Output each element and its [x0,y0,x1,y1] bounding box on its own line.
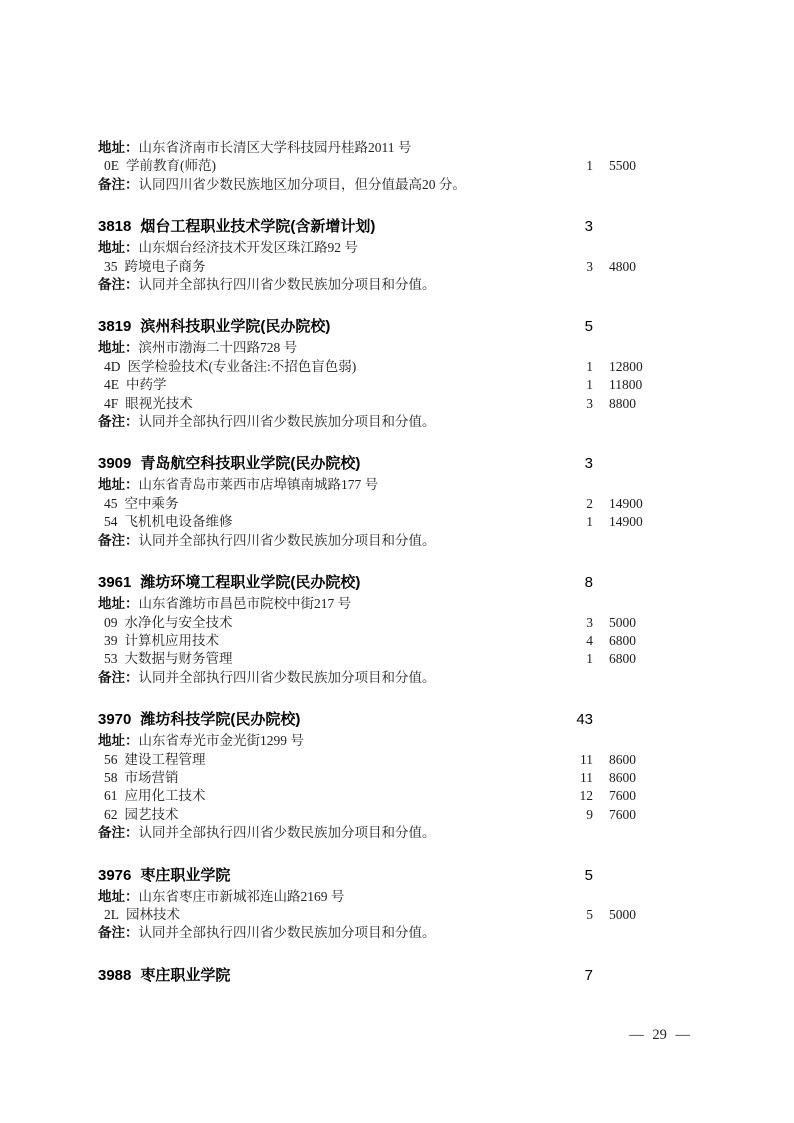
major-code: 0E [104,158,119,174]
major-count: 4 [586,632,593,648]
institution-title [98,316,545,337]
major-name: 跨境电子商务 [124,258,206,274]
institution-name: 潍坊科技学院(民办院校) [140,711,301,729]
major-code: 4D [104,358,121,374]
major-fee: 4800 [609,258,636,274]
institution-total: 5 [584,318,593,336]
major-fee: 12800 [609,358,643,374]
institution-header [98,572,694,593]
major-row [98,358,694,376]
major-row [98,614,694,632]
remark-line [98,669,694,687]
page-number: — 29 — [629,1027,690,1043]
institution-name: 枣庄职业学院 [140,866,231,884]
major-name: 学前教育(师范) [126,158,216,174]
institution-block [98,216,694,294]
remark-label: 备注： [98,925,139,941]
remark-label: 备注： [98,532,139,548]
institution-name: 枣庄职业学院 [140,966,231,984]
major-name: 园林技术 [126,906,180,922]
major-fee: 5000 [609,906,636,922]
address-text: 滨州市渤海二十四路728 号 [138,340,298,356]
major-row [98,751,694,769]
major-code: 39 [104,632,118,648]
institution-title [98,965,545,986]
institution-block [98,709,694,842]
major-row [98,650,694,668]
institution-code: 3970 [98,711,132,729]
institution-title [98,709,545,730]
major-code: 54 [104,514,118,530]
major-fee: 6800 [609,632,636,648]
institution-title [98,453,545,474]
major-count: 1 [586,377,593,393]
major-code: 58 [104,769,118,785]
institution-code: 3909 [98,455,132,473]
major-name-cell [98,395,545,413]
major-name: 飞机机电设备维修 [124,514,233,530]
major-code: 56 [104,751,118,767]
major-fee: 11800 [609,377,643,393]
institution-header [98,709,694,730]
remark-line [98,532,694,550]
remark-label: 备注： [98,669,139,685]
address-text: 山东烟台经济技术开发区珠江路92 号 [138,240,358,256]
institution-code: 3818 [98,218,132,236]
institution-block [98,572,694,687]
major-count: 5 [586,906,593,922]
institution-code: 3976 [98,866,132,884]
major-count: 1 [586,651,593,667]
major-fee: 5500 [609,158,636,174]
address-line [98,595,694,613]
address-label: 地址： [98,140,139,155]
major-fee: 5000 [609,614,636,630]
institution-block [98,316,694,431]
major-name-cell [98,769,545,787]
major-name-cell [98,513,545,531]
institution-block [98,865,694,943]
institution-total: 7 [584,966,593,984]
institution-header [98,316,694,337]
remark-text: 认同并全部执行四川省少数民族加分项目和分值。 [138,532,436,548]
major-count: 2 [586,495,593,511]
address-label: 地址： [98,240,139,256]
major-fee: 14900 [609,495,643,511]
major-count: 3 [586,395,593,411]
major-row [98,395,694,413]
major-name-cell [98,787,545,805]
institution-header [98,453,694,474]
major-fee: 6800 [609,651,636,667]
major-fee: 7600 [609,806,636,822]
remark-line [98,176,694,194]
institution-name: 青岛航空科技职业学院(民办院校) [140,455,361,473]
major-fee: 7600 [609,788,636,804]
major-count: 1 [586,514,593,530]
address-label: 地址： [98,596,139,612]
major-count: 11 [580,769,593,785]
major-row [98,787,694,805]
major-name-cell [98,906,545,924]
address-line [98,888,694,906]
institution-title [98,216,545,237]
major-name: 应用化工技术 [124,788,206,804]
address-text: 山东省寿光市金光街1299 号 [138,733,304,749]
institution-title [98,865,545,886]
remark-line [98,413,694,431]
institution-name: 滨州科技职业学院(民办院校) [140,318,331,336]
major-name-cell [98,376,545,394]
major-count: 11 [580,751,593,767]
remark-text: 认同并全部执行四川省少数民族加分项目和分值。 [138,925,436,941]
major-name-cell [98,632,545,650]
institution-total: 5 [584,866,593,884]
major-row [98,806,694,824]
institution-total: 43 [576,711,593,729]
major-name-cell [98,614,545,632]
major-row [98,376,694,394]
remark-text: 认同并全部执行四川省少数民族加分项目和分值。 [138,825,436,841]
institution-title [98,572,545,593]
address-text: 山东省青岛市莱西市店埠镇南城路177 号 [138,477,379,493]
major-name: 水净化与安全技术 [124,614,233,630]
major-name: 园艺技术 [124,806,179,822]
address-text: 山东省枣庄市新城祁连山路2169 号 [138,888,345,904]
address-line [98,239,694,257]
major-name: 大数据与财务管理 [124,651,233,667]
major-count: 3 [586,614,593,630]
major-row [98,258,694,276]
major-code: 4F [104,395,119,411]
major-code: 2L [104,906,119,922]
institution-code: 3961 [98,574,132,592]
major-fee: 8600 [609,751,636,767]
address-text: 山东省潍坊市昌邑市院校中街217 号 [138,596,352,612]
major-row [98,906,694,924]
institution-name: 潍坊环境工程职业学院(民办院校) [140,574,361,592]
remark-label: 备注： [98,825,139,841]
major-code: 4E [104,377,119,393]
institution-name: 烟台工程职业技术学院(含新增计划) [140,218,376,236]
major-name-cell [98,157,545,175]
remark-line [98,824,694,842]
major-name: 计算机应用技术 [124,632,219,648]
major-count: 9 [586,806,593,822]
address-line [98,339,694,357]
major-count: 1 [586,358,593,374]
address-line [98,476,694,494]
major-name-cell [98,258,545,276]
major-row [98,157,694,175]
major-name: 中药学 [126,377,167,393]
major-code: 09 [104,614,118,630]
institution-header [98,965,694,986]
major-row [98,769,694,787]
major-name: 眼视光技术 [125,395,193,411]
remark-line [98,924,694,942]
remark-text: 认同并全部执行四川省少数民族加分项目和分值。 [138,669,436,685]
institution-header [98,865,694,886]
remark-label: 备注： [98,277,139,293]
address-label: 地址： [98,888,139,904]
major-name: 市场营销 [124,769,179,785]
major-name-cell [98,358,545,376]
major-code: 35 [104,258,118,274]
major-count: 3 [586,258,593,274]
major-row [98,632,694,650]
remark-label: 备注： [98,176,139,192]
address-label: 地址： [98,340,139,356]
major-name-cell [98,495,545,513]
remark-line [98,276,694,294]
admission-plan-list [98,139,694,988]
major-name-cell [98,806,545,824]
address-label: 地址： [98,477,139,493]
major-name: 医学检验技术(专业备注:不招色盲色弱) [127,358,357,374]
major-code: 53 [104,651,118,667]
remark-text: 认同并全部执行四川省少数民族加分项目和分值。 [138,277,436,293]
major-code: 62 [104,806,118,822]
major-code: 61 [104,788,118,804]
remark-text: 认同四川省少数民族地区加分项目，但分值最高20 分。 [138,176,466,192]
address-line [98,732,694,750]
institution-block [98,453,694,550]
address-label: 地址： [98,733,139,749]
major-name: 建设工程管理 [124,751,206,767]
major-fee: 8600 [609,769,636,785]
institution-total: 3 [584,455,593,473]
major-code: 45 [104,495,118,511]
institution-code: 3819 [98,318,132,336]
major-row [98,513,694,531]
major-name-cell [98,751,545,769]
major-row [98,495,694,513]
address-line [98,139,694,157]
institution-block [98,139,694,194]
institution-total: 8 [584,574,593,592]
major-name-cell [98,650,545,668]
major-name: 空中乘务 [124,495,179,511]
institution-header [98,216,694,237]
major-fee: 14900 [609,514,643,530]
remark-text: 认同并全部执行四川省少数民族加分项目和分值。 [138,414,436,430]
address-text: 山东省济南市长清区大学科技园丹桂路2011 号 [138,140,412,155]
institution-block [98,965,694,986]
institution-code: 3988 [98,966,132,984]
major-count: 1 [586,158,593,174]
remark-label: 备注： [98,414,139,430]
major-fee: 8800 [609,395,636,411]
institution-total: 3 [584,218,593,236]
major-count: 12 [579,788,593,804]
